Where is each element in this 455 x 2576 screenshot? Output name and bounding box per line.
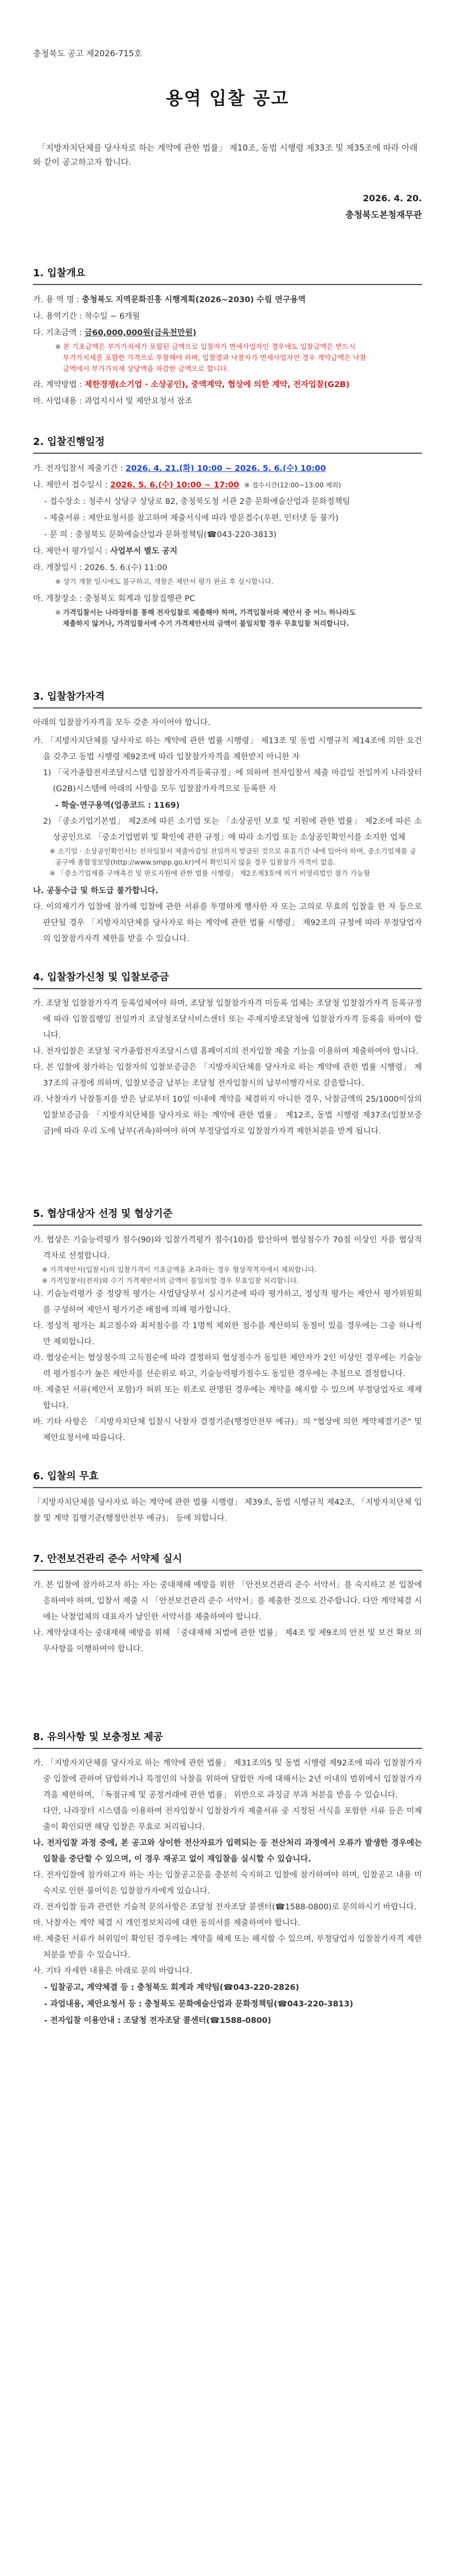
schedule-row [33, 543, 422, 560]
negotiation-item: 마. 제출된 서류(제안서 포함)가 허위 또는 위조로 판명된 경우에는 계약을 해지할 수 있으며 부정당업자로 제재합니다. [33, 1386, 422, 1410]
notes-item: 가. 「지방자치단체를 당사자로 하는 계약에 관한 법률」 제31조의5 및 동법 시행령 제92조에 따라 입찰참가자 중 입찰에 관하여 담합하거나 특정인의 낙찰을 위하여 담합한 자에 대해서는 2년 이내의 범위에서 입찰참가자격을 제한하며, 「독점규제 및 공정거래에 관한 법률」 위반으로 과징금 부과 처분을 받을 수 있습니다. [33, 1759, 422, 1800]
overview-row [33, 393, 422, 410]
schedule-row [33, 560, 422, 576]
notes-item: 마. 낙찰자는 계약 체결 시 개인정보처리에 대한 동의서를 제출하여야 합니다. [33, 1919, 300, 1928]
section-heading: 1. 입찰개요 [33, 267, 86, 279]
application-item: 라. 낙찰자가 낙찰통지를 받은 날로부터 10일 이내에 계약을 체결하지 아니한 경우, 낙찰금액의 25/1000이상의 입찰보증금을 「지방자치단체를 당사자로 하는 계약에 관한 법률」 제12조, 동법 시행령 제37조(입찰보증금)에 따라 우리 도에 납부(귀속)하여야 하며 부정당업자로 입찰참가자격 제한처분을 받게 됩니다. [33, 1095, 422, 1136]
opening-note: ※ 상기 개찰 일시에도 불구하고, 개찰은 제안서 평가 완료 후 실시합니다. [55, 577, 274, 586]
section-rule [33, 707, 422, 709]
notes-item: 나. 전자입찰 과정 중에, 본 공고와 상이한 전산자료가 입력되는 등 전산처리 과정에서 오류가 발생한 경우에는 입찰을 중단할 수 있으며, 이 경우 재공고 없이 재입찰을 실시할 수 있습니다. [33, 1839, 422, 1864]
section-rule [33, 1225, 422, 1226]
section-notes [33, 1729, 422, 2029]
contact-line: - 과업내용, 제안요청서 등 : 충청북도 문화예술산업과 문화정책팀(☎043-220-3813) [44, 2000, 354, 2009]
qualification-lead: 아래의 입찰참가자격을 모두 갖춘 자이어야 합니다. [33, 718, 210, 727]
business-code: - 학술·연구용역(업종코드 : 1169) [55, 801, 180, 810]
notes-item: 라. 전자입찰 등과 관련한 기술적 문의사항은 조달청 전자조달 콜센터(☎1588-0800)로 문의하시기 바랍니다. [33, 1903, 416, 1912]
overview-row [33, 325, 422, 341]
row-label: 가. 용 역 명 : [33, 296, 82, 304]
base-amount: 금60,000,000원(금육천만원) [84, 329, 197, 337]
negotiation-item: 가. 협상은 기술능력평가 점수(90)와 입찰가격평가 점수(10)를 합산하여 협상점수가 70점 이상인 자를 협상적격자로 선정합니다. [33, 1236, 422, 1260]
row-label: 라. 계약방법 : [33, 380, 85, 389]
row-label: 나. 제안서 접수일시 : [33, 481, 110, 490]
certificate-note: ※ 소기업 · 소상공인확인서는 전자입찰서 제출마감일 전일까지 발급된 것으로 유효기간 내에 있어야 하며, 중소기업제품 공공구매 종합정보망(http://www.smpp.go.kr)에서 확인되지 않을 경우 입찰참가 자격이 없음. [50, 847, 416, 866]
overview-row [33, 377, 422, 393]
section-rule [33, 1570, 422, 1571]
schedule-row [33, 477, 422, 493]
safety-item: 가. 본 입찰에 참가하고자 하는 자는 중대재해 예방을 위한 「안전보건관리 준수 서약서」를 숙지하고 본 입찰에 응하여야 하며, 입찰서 제출 시 「안전보건관리 준수 서약서」를 제출한 것으로 간주합니다. 다만 계약체결 시에는 낙찰업체의 대표자가 날인한 서약서를 제출하여야 합니다. [33, 1581, 422, 1622]
schedule-row [33, 591, 422, 607]
row-label: 다. 기초금액 : [33, 329, 85, 337]
place-note [33, 607, 422, 629]
base-amount-note [33, 341, 422, 374]
invalid-bid-text: 「지방자치단체를 당사자로 하는 계약에 관한 법률 시행령」 제39조, 동법 시행규칙 제42조, 「지방자치단체 입찰 및 계약 집행기준(행정안전부 예규)」 등에 의합니다. [33, 1498, 422, 1523]
row-label: 마. 개찰장소 : [33, 594, 85, 603]
qualification-item: 가. 「지방자치단체를 당사자로 하는 계약에 관한 법률 시행령」 제13조 및 동법 시행규칙 제14조에 의한 요건을 갖추고 동법 시행령 제92조에 따라 입찰참가자격을 제한받지 아니한 자 [33, 737, 422, 761]
disqualification-rule: 다. 이의제기가 입찰에 참가해 입찰에 관한 서류를 투명하게 행사한 자 또는 고의로 무효의 입찰을 한 자 등으로 판단될 경우 「지방자치단체를 당사자로 하는 계약에 관한 법률 시행령」 제92조의 규정에 따라 부정당업자의 입찰참가자격 제한을 받을 수 있습니다. [33, 903, 422, 943]
application-item: 다. 본 입찰에 참가하는 입찰자의 입찰보증금은 「지방자치단체를 당사자로 하는 계약에 관한 법률 시행령」 제37조의 규정에 의하며, 입찰보증금 납부는 조달청 전자입찰시의 납부이행각서로 갈음합니다. [33, 1063, 422, 1088]
overview-row [33, 292, 422, 308]
row-label: 나. 용역기간 : [33, 312, 85, 321]
section-schedule [33, 434, 422, 629]
evaluation-date: 사업부서 별도 공지 [110, 547, 178, 556]
section-rule [33, 453, 422, 454]
application-item: 가. 조달청 입찰참가자격 등록업체여야 하며, 조달청 입찰참가자격 미등록 업체는 조달청 입찰참가자격 등록규정에 따라 입찰집행일 전일까지 조달청조달서비스센터 또는 주재지방조달청에 입찰참가자격 등록을 하여야 합니다. [33, 999, 422, 1040]
section-rule [33, 1748, 422, 1749]
application-item: 나. 전자입찰은 조달청 국가종합전자조달시스템 홈페이지의 전자입찰 제출 기능을 이용하여 제출하여야 합니다. [33, 1047, 419, 1056]
contact-line: - 입찰공고, 계약체결 등 : 충청북도 회계과 계약팀(☎043-220-2826) [44, 1983, 300, 1992]
section-heading: 5. 협상대상자 선정 및 협상기준 [33, 1208, 173, 1220]
contact-line: - 전자입찰 이용안내 : 조달청 전자조달 콜센터(☎1588-0800) [44, 2016, 272, 2025]
notes-item: 바. 제출된 서류가 허위임이 확인된 경우에는 계약을 해제 또는 해지할 수 있으며, 부정당업자 입찰참가자격 제한 처분을 받을 수 있습니다. [33, 1935, 422, 1960]
service-name: 충청북도 지역문화진흥 시행계획(2026~2030) 수립 연구용역 [82, 296, 306, 304]
notice-number: 충청북도 공고 제2026-715호 [33, 49, 142, 58]
lunch-note: ※ 접수시간(12:00~13:00 제외) [244, 481, 342, 489]
proposal-time [110, 477, 422, 493]
notes-paragraph: 다만, 나라장터 시스템을 이용하여 전자입찰시 입찰참가자 제출서류 중 지정된 서식을 포함한 서류 등은 미제출이 확인되면 해당 입찰은 무효로 처리됩니다. [43, 1807, 422, 1832]
section-heading: 7. 안전보건관리 준수 서약제 실시 [33, 1553, 182, 1565]
page-title: 용역 입찰 공고 [166, 88, 289, 109]
section-invalid-bids [33, 1468, 422, 1527]
schedule-row [33, 460, 422, 477]
row-label: 다. 제안서 평가일시 : [33, 547, 110, 556]
note-line: 제출하지 않거나, 가격입찰서에 수기 가격제안서의 금액이 불일치할 경우 무효입찰 처리합니다. [63, 619, 349, 627]
negotiation-item: 라. 협상순서는 협상점수의 고득점순에 따라 결정하되 협상점수가 동일한 제안자가 2인 이상인 경우에는 기술능력 평가점수가 높은 제안자를 선순위로 하고, 기술능력평가점수도 동일한 경우에는 추첨으로 결정합니다. [33, 1354, 422, 1378]
price-note: ※ 가격입찰서(전자)와 수기 가격제안서의 금액이 불일치할 경우 무효입찰 처리합니다. [42, 1276, 299, 1285]
section-rule [33, 284, 422, 285]
section-safety-pledge [33, 1551, 422, 1657]
notice-date: 2026. 4. 20. [362, 193, 422, 203]
price-note: ※ 가격제안서(입찰서)의 입찰가격이 기초금액을 초과하는 경우 협상적격자에서 제외합니다. [42, 1265, 317, 1274]
section-heading: 2. 입찰진행일정 [33, 436, 105, 448]
note-line: 금액에서 부가가치세 상당액을 차감한 금액으로 합니다. [63, 364, 229, 373]
note-line: ※ 가격입찰서는 나라장터를 통해 전자입찰로 제출해야 하며, 가격입찰서와 제안서 중 어느 하나라도 [55, 608, 356, 616]
service-content: 과업지시서 및 제안요청서 참조 [84, 397, 193, 406]
note-line: 부가가치세를 포함한 가격으로 투찰해야 하며, 입찰결과 낙찰자가 면세사업자인 경우 계약금액은 낙찰 [63, 353, 366, 362]
overview-row [33, 308, 422, 325]
section-overview [33, 265, 422, 410]
intro-text: 「지방자치단체를 당사자로 하는 계약에 관한 법률」 제10조, 동법 시행령 제33조 및 제35조에 따라 아래와 같이 공고하고자 합니다. [33, 143, 418, 167]
sub-line: - 제출서류 : 제안요청서를 참고하여 제출서식에 따라 방문접수(우편, 인터넷 등 불가) [44, 514, 339, 523]
bid-period: 2026. 4. 21.(화) 10:00 ~ 2026. 5. 6.(수) 10:00 [126, 464, 326, 473]
sub-line: - 접수장소 : 청주시 상당구 상당로 82, 충청북도청 서관 2층 문화예술산업과 문화정책팀 [44, 497, 350, 506]
qualification-subitem: 1) 「국가종합전자조달시스템 입찰참가자격등록규정」에 의하여 전자입찰서 제출 마감일 전일까지 나라장터(G2B)시스템에 아래의 사항을 모두 입찰참가자격으로 등록한 자 [43, 769, 422, 793]
negotiation-item: 나. 기술능력평가 중 정량적 평가는 사업담당부서 실시기준에 따라 평가하고, 정성적 평가는 제안서 평가위원회를 구성하여 제안서 평가기준 배점에 의해 평가합니다. [33, 1290, 422, 1314]
contract-method: 제한경쟁(소기업 · 소상공인), 중액계약, 협상에 의한 계약, 전자입찰(G2B) [84, 380, 350, 389]
notes-item: 다. 전자입찰에 참가하고자 하는 자는 입찰공고문을 충분히 숙지하고 입찰에 참가하여야 하며, 입찰공고 내용 미숙지로 인한 불이익은 입찰참가자에게 있습니다. [33, 1871, 422, 1896]
note-text: 본 기초금액은 부가가치세가 포함된 금액으로 입찰자가 면세사업자인 경우에도 입찰금액은 반드시 [63, 342, 356, 351]
note-line: ※ 본 기초금액은 부가가치세가 포함된 금액으로 입찰자가 면세사업자인 경우에도 입찰금액은 반드시 [55, 342, 356, 351]
issuer-name: 충청북도본청재무관 [345, 210, 422, 220]
section-heading: 4. 입찰참가신청 및 입찰보증금 [33, 972, 169, 983]
consortium-rule: 나. 공동수급 및 하도급 불가합니다. [33, 887, 159, 895]
row-label: 가. 전자입찰서 제출기간 : [33, 464, 126, 473]
note-text: 가격입찰서는 나라장터를 통해 전자입찰로 제출해야 하며, 가격입찰서와 제안서 중 어느 하나라도 [63, 608, 356, 616]
notes-item: 사. 기타 자세한 내용은 아래로 문의 바랍니다. [33, 1967, 192, 1976]
sub-line: - 문 의 : 충청북도 문화예술산업과 문화정책팀(☎043-220-3813) [44, 530, 277, 539]
negotiation-item: 다. 정성적 평가는 최고점수와 최저점수를 각 1명씩 제외한 점수를 계산하되 동점이 있을 경우에는 그중 하나씩만 제외합니다. [33, 1322, 422, 1346]
section-rule [33, 1487, 422, 1488]
nonprofit-note: ※ 「중소기업제품 구매촉진 및 판로지원에 관한 법률 시행령」 제2조제3호에 의거 비영리법인 참가 가능함 [50, 869, 371, 877]
section-heading: 8. 유의사항 및 보충정보 제공 [33, 1731, 163, 1743]
row-label: 마. 사업내용 : [33, 397, 85, 406]
qualification-subitem: 2) 「중소기업기본법」 제2조에 따른 소기업 또는 「소상공인 보호 및 지원에 관한 법률」 제2조에 따른 소상공인으로 「중소기업범위 및 확인에 관한 규정」에 따라 소기업 또는 소상공인확인서를 소지한 업체 [43, 817, 422, 842]
section-negotiation [33, 1206, 422, 1446]
section-qualification [33, 689, 422, 947]
section-rule [33, 988, 422, 989]
date-block [33, 190, 422, 223]
service-period: 착수일 ~ 6개월 [84, 312, 140, 321]
row-label: 라. 개찰일시 : [33, 564, 85, 572]
section-application [33, 969, 422, 1140]
negotiation-item: 바. 기타 사항은 「지방자치단체 입찰시 낙찰자 결정기준(행정안전부 예규)」의 "협상에 의한 계약체결기준" 및 제안요청서에 따릅니다. [33, 1418, 422, 1442]
section-heading: 3. 입찰참가자격 [33, 691, 105, 702]
opening-place: 충청북도 회계과 입찰집행관 PC [84, 594, 196, 603]
safety-item: 나. 계약상대자는 중대재해 예방을 위해 「중대재해 처벌에 관한 법률」 제4조 및 제9조의 안전 및 보건 확보 의무사항을 이행하여야 합니다. [33, 1629, 422, 1654]
proposal-datetime: 2026. 5. 6.(수) 10:00 ~ 17:00 [110, 481, 240, 490]
opening-date: 2026. 5. 6.(수) 11:00 [84, 564, 167, 572]
section-heading: 6. 입찰의 무효 [33, 1471, 99, 1482]
